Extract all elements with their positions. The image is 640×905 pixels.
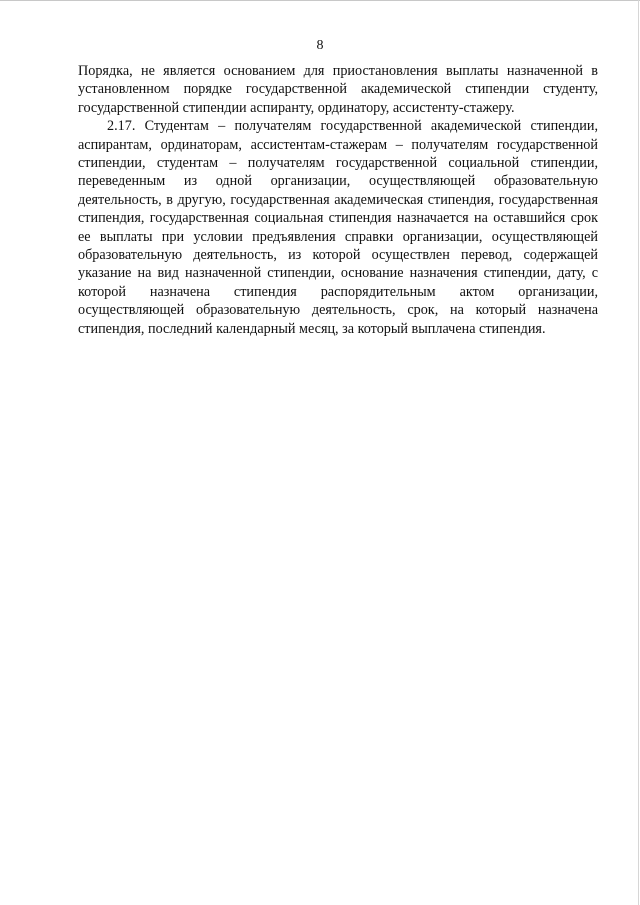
- scan-edge-right: [638, 0, 639, 905]
- page-number: 8: [316, 38, 324, 53]
- scan-edge-top: [0, 0, 640, 1]
- document-body: [78, 62, 598, 338]
- paragraph-2-17: 2.17. Студентам – получателям государственной академической стипендии, аспирантам, ординаторам, ассистентам-стажерам – получателям государственной стипендии, студентам – получателям государственной социальной стипендии, переведенным из одной организации, осуществляющей образовательную деятельность, в другую, государственная академическая стипендия, государственная стипендия, государственная социальная стипендия назначается на оставшийся срок ее выплаты при условии предъявления справки организации, осуществляющей образовательную деятельность, из которой осуществлен перевод, содержащей указание на вид назначенной стипендии, основание назначения стипендии, дату, с которой назначена стипендия распорядительным актом организации, осуществляющей образовательную деятельность, срок, на который назначена стипендия, последний календарный месяц, за который выплачена стипендия.: [78, 118, 598, 337]
- paragraph-continuation: Порядка, не является основанием для приостановления выплаты назначенной в установленном порядке государственной академической стипендии студенту, государственной стипендии аспиранту, ординатору, ассистенту-стажеру.: [78, 63, 598, 116]
